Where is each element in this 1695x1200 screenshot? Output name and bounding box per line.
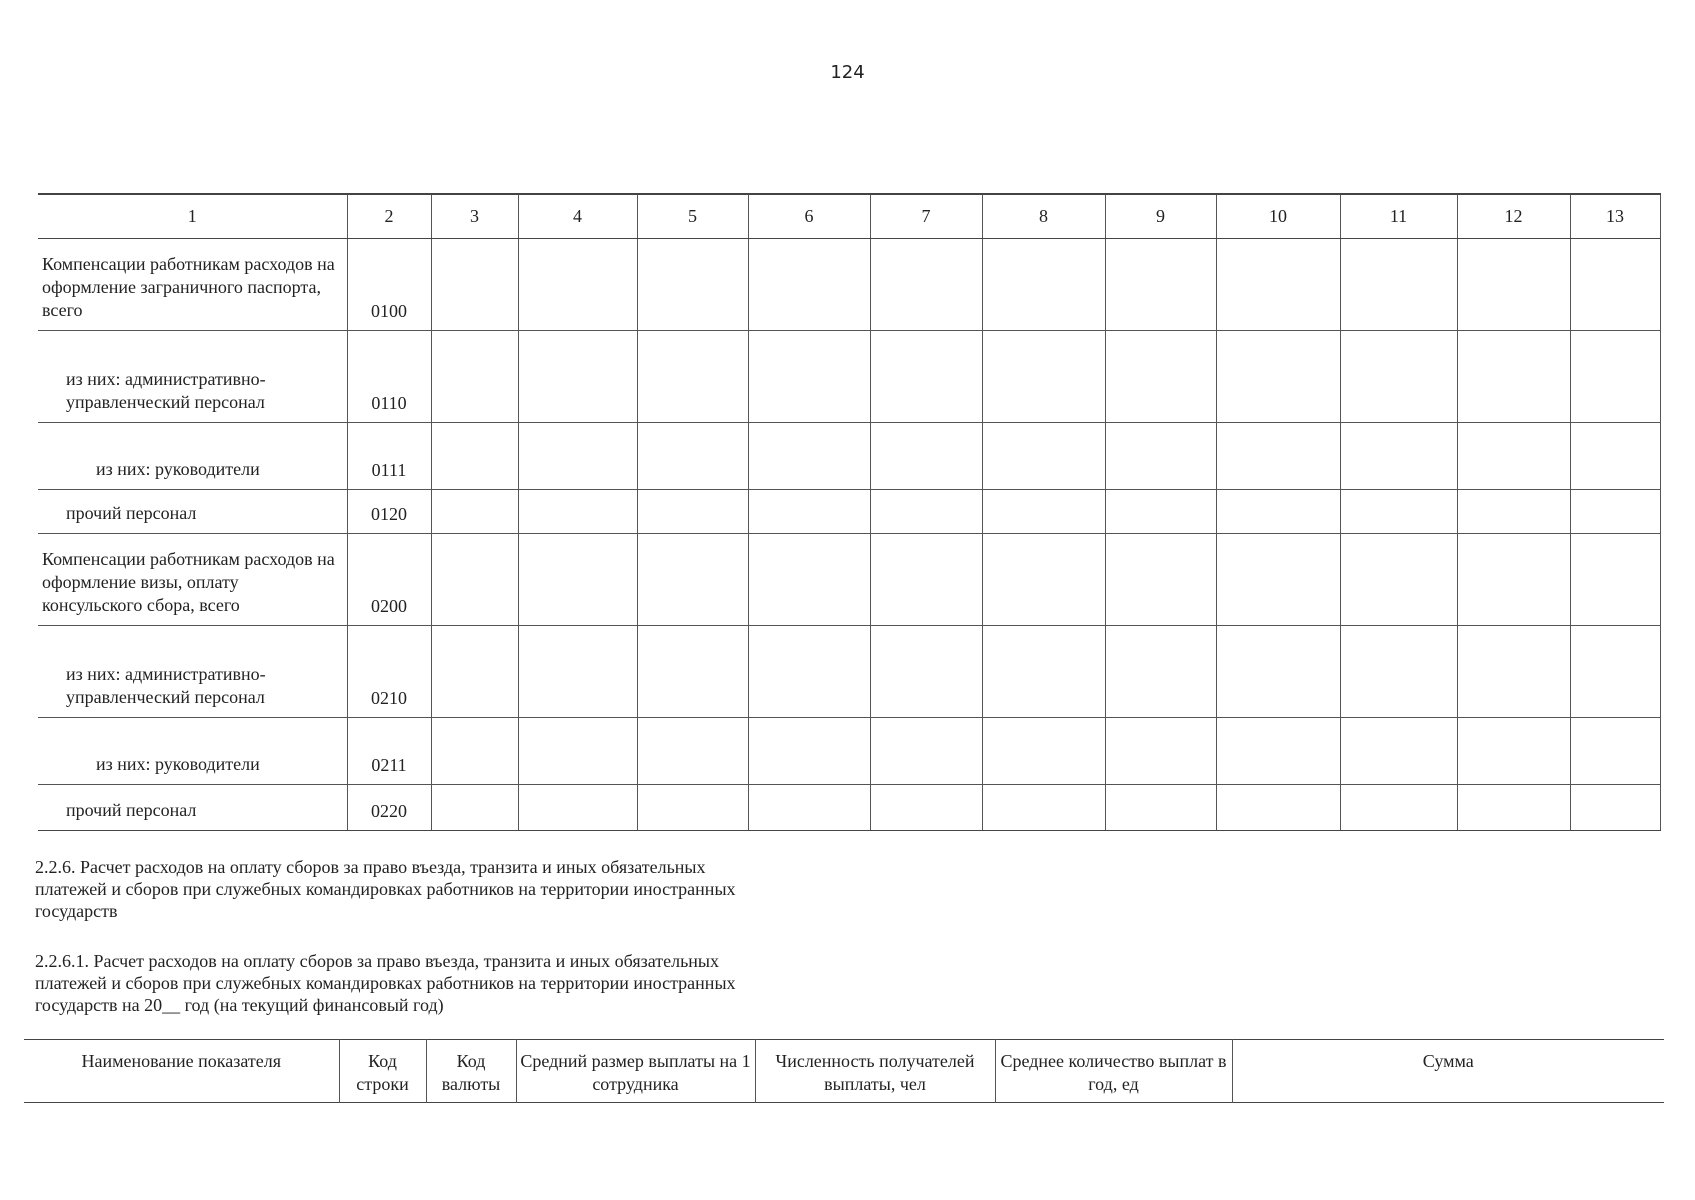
empty-cell [518,239,637,331]
empty-cell [637,490,748,534]
empty-cell [1340,423,1457,490]
table-row [38,423,1660,490]
empty-cell [637,718,748,785]
empty-cell [637,239,748,331]
column-number: 6 [748,194,870,239]
empty-cell [1457,490,1570,534]
empty-cell [518,626,637,718]
header-currency-code: Код валюты [426,1040,516,1103]
empty-cell [1216,534,1340,626]
empty-cell [982,785,1105,831]
column-number-row [38,194,1660,239]
row-code: 0100 [347,239,431,331]
empty-cell [982,239,1105,331]
column-number: 2 [347,194,431,239]
column-number: 4 [518,194,637,239]
empty-cell [637,534,748,626]
empty-cell [431,718,518,785]
empty-cell [1340,785,1457,831]
empty-cell [1340,239,1457,331]
column-number: 5 [637,194,748,239]
empty-cell [1105,785,1216,831]
empty-cell [982,626,1105,718]
empty-cell [518,718,637,785]
empty-cell [1570,331,1660,423]
row-code: 0111 [347,423,431,490]
table-row [38,785,1660,831]
empty-cell [982,423,1105,490]
empty-cell [1216,239,1340,331]
header-row-code: Код строки [339,1040,426,1103]
empty-cell [431,534,518,626]
empty-cell [637,626,748,718]
table-row [38,239,1660,331]
empty-cell [1570,423,1660,490]
empty-cell [1340,718,1457,785]
empty-cell [1105,490,1216,534]
column-number: 1 [38,194,347,239]
row-code: 0210 [347,626,431,718]
empty-cell [1570,239,1660,331]
empty-cell [518,785,637,831]
empty-cell [870,331,982,423]
empty-cell [1340,534,1457,626]
table-row [38,331,1660,423]
empty-cell [431,239,518,331]
section-text: 2.2.6. Расчет расходов на оплату сборов за право въезда, транзита и иных обязательных платежей и сборов при служебных командировках работников на территории иностранных государств [35,857,736,921]
empty-cell [431,423,518,490]
empty-cell [431,785,518,831]
empty-cell [870,626,982,718]
empty-cell [1340,490,1457,534]
row-name: Компенсации работникам расходов на оформление заграничного паспорта, всего [38,239,347,331]
fees-table-header [24,1039,1664,1103]
section-2-2-6-1 [35,950,755,1016]
column-number: 9 [1105,194,1216,239]
column-number: 13 [1570,194,1660,239]
column-number: 3 [431,194,518,239]
row-code: 0200 [347,534,431,626]
empty-cell [1570,718,1660,785]
empty-cell [1216,423,1340,490]
empty-cell [1105,534,1216,626]
empty-cell [870,785,982,831]
empty-cell [637,331,748,423]
empty-cell [1105,331,1216,423]
empty-cell [431,490,518,534]
row-code: 0220 [347,785,431,831]
row-name: прочий персонал [38,785,347,831]
empty-cell [1216,490,1340,534]
empty-cell [748,785,870,831]
row-name: из них: административно-управленческий персонал [38,626,347,718]
empty-cell [1216,626,1340,718]
column-number: 11 [1340,194,1457,239]
empty-cell [1570,534,1660,626]
header-row [24,1040,1664,1103]
empty-cell [518,490,637,534]
empty-cell [1105,423,1216,490]
empty-cell [1216,785,1340,831]
row-name: Компенсации работникам расходов на оформление визы, оплату консульского сбора, всего [38,534,347,626]
table-body [38,239,1660,831]
table-row [38,718,1660,785]
row-code: 0120 [347,490,431,534]
empty-cell [870,490,982,534]
empty-cell [1457,785,1570,831]
empty-cell [748,718,870,785]
empty-cell [1216,718,1340,785]
column-number: 10 [1216,194,1340,239]
header-indicator-name: Наименование показателя [81,1051,281,1071]
table-row [38,626,1660,718]
row-name: прочий персонал [38,490,347,534]
empty-cell [870,534,982,626]
row-code: 0211 [347,718,431,785]
empty-cell [1105,239,1216,331]
empty-cell [748,626,870,718]
empty-cell [1105,718,1216,785]
empty-cell [1457,534,1570,626]
empty-cell [1570,626,1660,718]
empty-cell [1457,239,1570,331]
section-text: 2.2.6.1. Расчет расходов на оплату сборов за право въезда, транзита и иных обязательных платежей и сборов при служебных командировках работников на территории иностранных государств на 20__ год (на текущий финансовый год) [35,951,736,1015]
row-name: из них: административно-управленческий персонал [38,331,347,423]
empty-cell [870,718,982,785]
empty-cell [637,423,748,490]
empty-cell [748,239,870,331]
row-code: 0110 [347,331,431,423]
section-2-2-6 [35,856,755,922]
empty-cell [748,490,870,534]
empty-cell [1570,490,1660,534]
row-name: из них: руководители [38,423,347,490]
compensation-table [38,193,1661,831]
empty-cell [1457,423,1570,490]
empty-cell [431,626,518,718]
empty-cell [982,490,1105,534]
empty-cell [518,534,637,626]
column-number: 7 [870,194,982,239]
empty-cell [1457,626,1570,718]
header-recipients: Численность получателей выплаты, чел [755,1040,995,1103]
empty-cell [518,423,637,490]
header-sum: Сумма [1232,1040,1664,1103]
page-number: 124 [830,62,865,83]
empty-cell [637,785,748,831]
table-row [38,534,1660,626]
column-number: 8 [982,194,1105,239]
empty-cell [1457,331,1570,423]
empty-cell [1340,331,1457,423]
empty-cell [748,331,870,423]
empty-cell [1457,718,1570,785]
empty-cell [1340,626,1457,718]
empty-cell [518,331,637,423]
empty-cell [870,239,982,331]
header-avg-payment: Средний размер выплаты на 1 сотрудника [516,1040,755,1103]
empty-cell [982,718,1105,785]
row-name: из них: руководители [38,718,347,785]
table-row [38,490,1660,534]
empty-cell [982,331,1105,423]
empty-cell [1105,626,1216,718]
empty-cell [1570,785,1660,831]
empty-cell [431,331,518,423]
empty-cell [748,534,870,626]
empty-cell [982,534,1105,626]
empty-cell [1216,331,1340,423]
header-avg-count: Среднее количество выплат в год, ед [995,1040,1232,1103]
column-number: 12 [1457,194,1570,239]
empty-cell [870,423,982,490]
empty-cell [748,423,870,490]
